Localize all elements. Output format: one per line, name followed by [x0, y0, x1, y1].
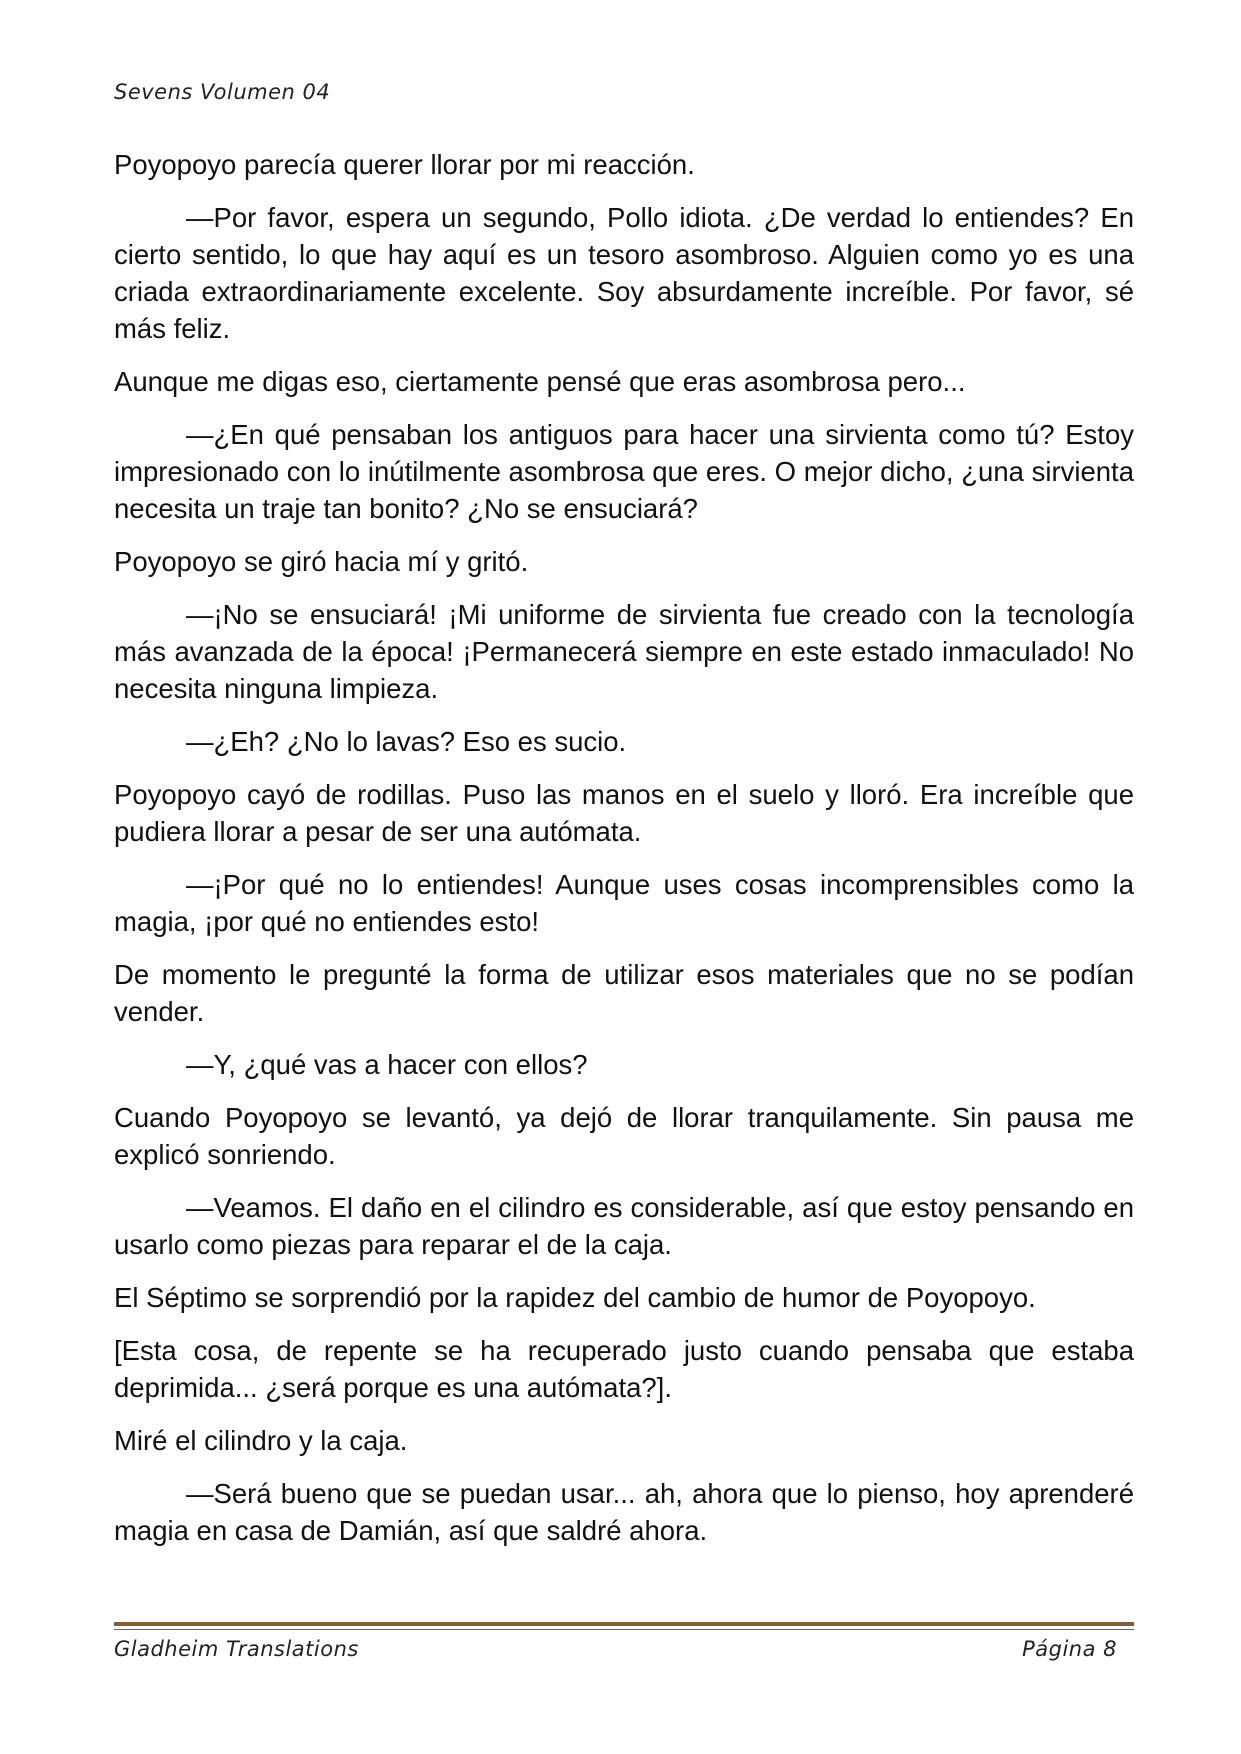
- footer-rule-thin: [114, 1629, 1134, 1630]
- paragraph: Miré el cilindro y la caja.: [114, 1425, 408, 1456]
- footer-credit: Gladheim Translations: [114, 1637, 359, 1661]
- paragraph: [Esta cosa, de repente se ha recuperado justo cuando pensaba que estaba deprimida... ¿será porque es una autómata?].: [114, 1335, 1134, 1403]
- footer-rule: [114, 1622, 1134, 1626]
- paragraph: Cuando Poyopoyo se levantó, ya dejó de llorar tranquilamente. Sin pausa me explicó sonriendo.: [114, 1102, 1134, 1170]
- paragraph: —¡No se ensuciará! ¡Mi uniforme de sirvienta fue creado con la tecnología más avanzada de la época! ¡Permanecerá siempre en este estado inmaculado! No necesita ninguna limpieza.: [114, 599, 1134, 704]
- paragraph: De momento le pregunté la forma de utilizar esos materiales que no se podían vender.: [114, 959, 1134, 1027]
- paragraph: Poyopoyo parecía querer llorar por mi reacción.: [114, 149, 695, 180]
- paragraph: —¿Eh? ¿No lo lavas? Eso es sucio.: [186, 726, 627, 757]
- paragraph: El Séptimo se sorprendió por la rapidez del cambio de humor de Poyopoyo.: [114, 1282, 1036, 1313]
- paragraph: —Y, ¿qué vas a hacer con ellos?: [186, 1049, 588, 1080]
- running-header: Sevens Volumen 04: [114, 80, 331, 104]
- paragraph: Poyopoyo se giró hacia mí y gritó.: [114, 546, 529, 577]
- paragraph: —¡Por qué no lo entiendes! Aunque uses cosas incomprensibles como la magia, ¡por qué no entiendes esto!: [114, 869, 1134, 937]
- page-number: Página 8: [1022, 1637, 1117, 1661]
- paragraph: Aunque me digas eso, ciertamente pensé que eras asombrosa pero...: [114, 366, 966, 397]
- paragraph: Poyopoyo cayó de rodillas. Puso las manos en el suelo y lloró. Era increíble que pudiera llorar a pesar de ser una autómata.: [114, 779, 1134, 847]
- paragraph: —Será bueno que se puedan usar... ah, ahora que lo pienso, hoy aprenderé magia en casa de Damián, así que saldré ahora.: [114, 1478, 1134, 1546]
- paragraph: —Por favor, espera un segundo, Pollo idiota. ¿De verdad lo entiendes? En cierto sentido, lo que hay aquí es un tesoro asombroso. Alguien como yo es una criada extraordinariamente excelente. Soy absurdamente increíble. Por favor, sé más feliz.: [114, 202, 1134, 344]
- page-body: [114, 146, 1134, 1565]
- paragraph: —¿En qué pensaban los antiguos para hacer una sirvienta como tú? Estoy impresionado con lo inútilmente asombrosa que eres. O mejor dicho, ¿una sirvienta necesita un traje tan bonito? ¿No se ensuciará?: [114, 419, 1134, 524]
- paragraph: —Veamos. El daño en el cilindro es considerable, así que estoy pensando en usarlo como piezas para reparar el de la caja.: [114, 1192, 1134, 1260]
